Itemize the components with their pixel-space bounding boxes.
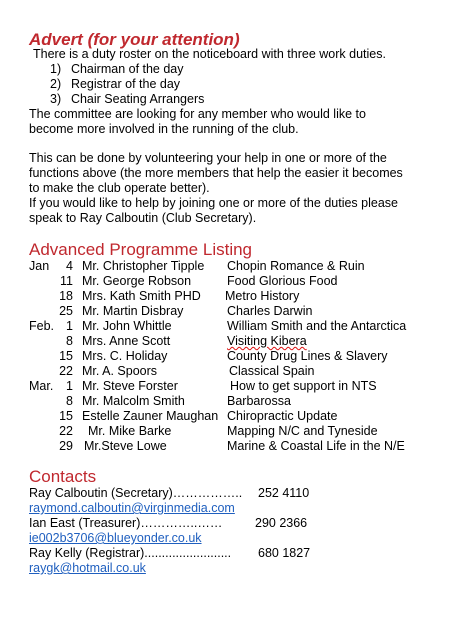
programme-day: 1 — [66, 319, 73, 333]
programme-day: 1 — [66, 379, 73, 393]
programme-speaker: Estelle Zauner Maughan — [82, 409, 219, 423]
programme-talk: Chiropractic Update — [227, 409, 338, 423]
committee-paragraph-line: become more involved in the running of the club. — [29, 122, 299, 136]
advert-heading: Advert (for your attention) — [29, 30, 240, 49]
volunteer-paragraph-line: This can be done by volunteering your help in one or more of the — [29, 151, 387, 165]
contact-phone: 290 2366 — [255, 516, 308, 530]
contact-name: Ray Kelly (Registrar)......................... — [29, 546, 232, 560]
contacts-heading: Contacts — [29, 467, 97, 486]
programme-day: 29 — [59, 439, 73, 453]
duty-item — [50, 92, 204, 107]
programme-talk: Classical Spain — [229, 364, 315, 378]
programme-day: 8 — [66, 394, 73, 408]
programme-talk: Barbarossa — [227, 394, 291, 408]
contact-email-link[interactable]: raymond.calboutin@virginmedia.com — [29, 501, 235, 515]
programme-talk: Metro History — [225, 289, 300, 303]
programme-speaker: Mrs. C. Holiday — [82, 349, 168, 363]
duty-label: Chairman of the day — [70, 62, 184, 76]
volunteer-paragraph-line: functions above (the more members that help the easier it becomes — [29, 166, 403, 180]
programme-speaker: Mrs. Anne Scott — [82, 334, 171, 348]
programme-speaker: Mr. John Whittle — [82, 319, 172, 333]
programme-day: 18 — [59, 289, 73, 303]
programme-speaker: Mrs. Kath Smith PHD — [82, 289, 201, 303]
contact-name: Ray Calboutin (Secretary)…………….. — [29, 486, 243, 500]
duty-label: Registrar of the day — [70, 77, 181, 91]
programme-speaker: Mr. Malcolm Smith — [82, 394, 185, 408]
programme-day: 25 — [59, 304, 73, 318]
duty-item — [50, 77, 180, 92]
programme-speaker: Mr.Steve Lowe — [84, 439, 167, 453]
programme-day: 22 — [59, 424, 73, 438]
advert-intro: There is a duty roster on the noticeboard with three work duties. — [33, 47, 386, 61]
programme-speaker: Mr. Martin Disbray — [82, 304, 184, 318]
programme-day: 4 — [66, 259, 73, 273]
duty-number: 2) — [50, 77, 62, 91]
programme-talk: County Drug Lines & Slavery — [227, 349, 388, 363]
programme-talk: Chopin Romance & Ruin — [227, 259, 365, 273]
programme-day: 15 — [59, 349, 73, 363]
programme-day: 8 — [66, 334, 73, 348]
help-paragraph-line: speak to Ray Calboutin (Club Secretary). — [29, 211, 257, 225]
duty-number: 3) — [50, 92, 62, 106]
contact-phone: 252 4110 — [258, 486, 310, 500]
committee-paragraph-line: The committee are looking for any member who would like to — [29, 107, 366, 121]
programme-talk: Visiting Kibera — [227, 334, 307, 348]
help-paragraph-line: If you would like to help by joining one or more of the duties please — [29, 196, 398, 210]
programme-month: Mar. — [29, 379, 54, 393]
programme-speaker: Mr. George Robson — [82, 274, 192, 288]
programme-speaker: Mr. Mike Barke — [88, 424, 172, 438]
duty-item — [50, 62, 184, 77]
programme-talk: Mapping N/C and Tyneside — [227, 424, 378, 438]
volunteer-paragraph-line: to make the club operate better). — [29, 181, 210, 195]
duty-number: 1) — [50, 62, 62, 76]
programme-speaker: Mr. A. Spoors — [82, 364, 158, 378]
programme-talk: William Smith and the Antarctica — [227, 319, 407, 333]
programme-talk: Food Glorious Food — [227, 274, 338, 288]
programme-month: Feb. — [29, 319, 55, 333]
programme-heading: Advanced Programme Listing — [29, 240, 253, 259]
programme-talk: Marine & Coastal Life in the N/E — [227, 439, 405, 453]
duty-label: Chair Seating Arrangers — [70, 92, 205, 106]
contact-name: Ian East (Treasurer)…………..…… — [29, 516, 223, 530]
contact-email-link[interactable]: raygk@hotmail.co.uk — [29, 561, 146, 575]
programme-speaker: Mr. Christopher Tipple — [82, 259, 205, 273]
contact-email-link[interactable]: ie002b3706@blueyonder.co.uk — [29, 531, 202, 545]
programme-day: 11 — [60, 274, 73, 288]
contact-phone: 680 1827 — [258, 546, 311, 560]
programme-day: 15 — [59, 409, 73, 423]
programme-talk: How to get support in NTS — [230, 379, 377, 393]
programme-day: 22 — [59, 364, 73, 378]
programme-talk: Charles Darwin — [227, 304, 313, 318]
programme-month: Jan — [29, 259, 50, 273]
programme-speaker: Mr. Steve Forster — [82, 379, 178, 393]
